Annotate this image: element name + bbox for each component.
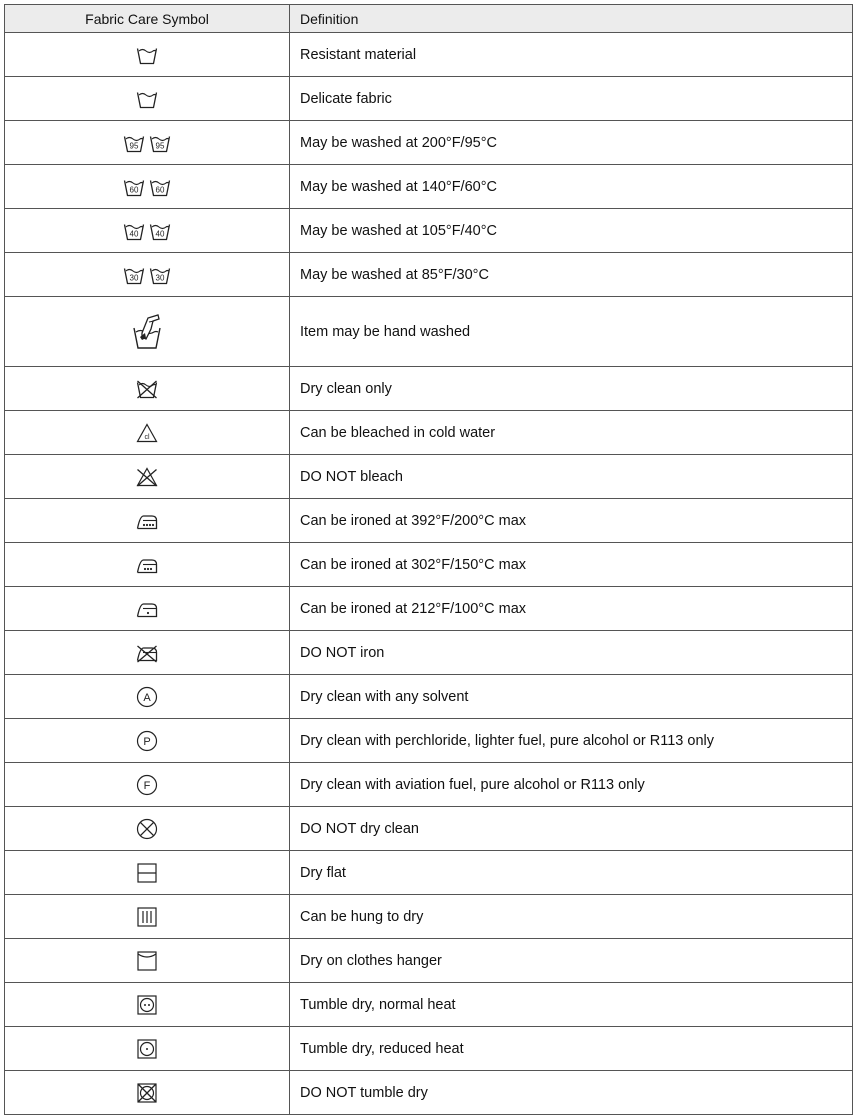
hand-wash-icon bbox=[131, 313, 163, 351]
definition-cell: Dry clean only bbox=[290, 367, 853, 411]
symbol-cell bbox=[5, 77, 290, 121]
definition-cell: Can be ironed at 392°F/200°C max bbox=[290, 499, 853, 543]
symbol-cell bbox=[5, 895, 290, 939]
wash-30-icon bbox=[149, 265, 171, 285]
care-symbol-table bbox=[4, 4, 853, 1115]
dry-clean-a-icon bbox=[136, 686, 158, 708]
bleach-cold-icon bbox=[136, 423, 158, 443]
symbol-cell bbox=[5, 33, 290, 77]
symbol-cell bbox=[5, 807, 290, 851]
definition-cell: Resistant material bbox=[290, 33, 853, 77]
symbol-cell bbox=[5, 939, 290, 983]
definition-cell: Dry on clothes hanger bbox=[290, 939, 853, 983]
wash-temp-label: 40 bbox=[129, 229, 139, 238]
table-row bbox=[5, 719, 853, 763]
tumble-dry-normal-icon bbox=[136, 994, 158, 1016]
symbol-cell bbox=[5, 675, 290, 719]
table-row bbox=[5, 77, 853, 121]
symbol-cell bbox=[5, 209, 290, 253]
header-definition: Definition bbox=[290, 5, 853, 33]
do-not-iron-icon bbox=[136, 643, 158, 663]
iron-medium-icon bbox=[136, 555, 158, 575]
definition-cell: DO NOT iron bbox=[290, 631, 853, 675]
wash-tub-icon bbox=[136, 45, 158, 65]
do-not-tumble-dry-icon bbox=[136, 1082, 158, 1104]
symbol-cell bbox=[5, 851, 290, 895]
definition-cell: Delicate fabric bbox=[290, 77, 853, 121]
table-row bbox=[5, 587, 853, 631]
definition-cell: Dry clean with any solvent bbox=[290, 675, 853, 719]
table-row bbox=[5, 543, 853, 587]
wash-temp-label: 95 bbox=[129, 141, 139, 150]
symbol-cell bbox=[5, 455, 290, 499]
wash-40-icon bbox=[149, 221, 171, 241]
definition-cell: May be washed at 105°F/40°C bbox=[290, 209, 853, 253]
do-not-bleach-icon bbox=[136, 467, 158, 487]
wash-temp-label: 60 bbox=[155, 185, 165, 194]
do-not-wash-icon bbox=[136, 379, 158, 399]
wash-95-icon bbox=[149, 133, 171, 153]
do-not-dry-clean-icon bbox=[136, 818, 158, 840]
table-row bbox=[5, 411, 853, 455]
wash-60-icon bbox=[123, 177, 145, 197]
symbol-cell bbox=[5, 587, 290, 631]
wash-tub-icon bbox=[136, 89, 158, 109]
table-row bbox=[5, 121, 853, 165]
line-dry-icon bbox=[136, 950, 158, 972]
header-row bbox=[5, 5, 853, 33]
symbol-cell bbox=[5, 983, 290, 1027]
symbol-cell bbox=[5, 297, 290, 367]
symbol-cell bbox=[5, 165, 290, 209]
definition-cell: Item may be hand washed bbox=[290, 297, 853, 367]
definition-cell: May be washed at 140°F/60°C bbox=[290, 165, 853, 209]
iron-low-icon bbox=[136, 599, 158, 619]
symbol-cell bbox=[5, 543, 290, 587]
definition-cell: Can be ironed at 212°F/100°C max bbox=[290, 587, 853, 631]
definition-cell: DO NOT dry clean bbox=[290, 807, 853, 851]
wash-temp-label: 40 bbox=[155, 229, 165, 238]
table-row bbox=[5, 631, 853, 675]
dry-clean-label: A bbox=[143, 691, 151, 704]
symbol-cell bbox=[5, 121, 290, 165]
dry-clean-f-icon bbox=[136, 774, 158, 796]
table-row bbox=[5, 807, 853, 851]
wash-temp-label: 60 bbox=[129, 185, 139, 194]
definition-cell: Can be ironed at 302°F/150°C max bbox=[290, 543, 853, 587]
wash-temp-label: 95 bbox=[155, 141, 165, 150]
definition-cell: Can be bleached in cold water bbox=[290, 411, 853, 455]
wash-temp-label: 30 bbox=[155, 273, 165, 282]
table-row bbox=[5, 939, 853, 983]
symbol-cell bbox=[5, 631, 290, 675]
symbol-cell bbox=[5, 499, 290, 543]
table-row bbox=[5, 367, 853, 411]
table-row bbox=[5, 297, 853, 367]
symbol-cell bbox=[5, 1027, 290, 1071]
drip-dry-icon bbox=[136, 906, 158, 928]
wash-40-icon bbox=[123, 221, 145, 241]
symbol-cell bbox=[5, 719, 290, 763]
dry-clean-label: F bbox=[143, 779, 151, 792]
definition-cell: Can be hung to dry bbox=[290, 895, 853, 939]
table-row bbox=[5, 1071, 853, 1115]
table-row bbox=[5, 455, 853, 499]
definition-cell: Dry flat bbox=[290, 851, 853, 895]
table-row bbox=[5, 33, 853, 77]
definition-cell: Tumble dry, normal heat bbox=[290, 983, 853, 1027]
definition-cell: DO NOT tumble dry bbox=[290, 1071, 853, 1115]
dry-clean-p-icon bbox=[136, 730, 158, 752]
definition-cell: DO NOT bleach bbox=[290, 455, 853, 499]
wash-temp-label: 30 bbox=[129, 273, 139, 282]
definition-cell: May be washed at 85°F/30°C bbox=[290, 253, 853, 297]
table-row bbox=[5, 253, 853, 297]
symbol-cell bbox=[5, 1071, 290, 1115]
symbol-cell bbox=[5, 411, 290, 455]
table-row bbox=[5, 209, 853, 253]
dry-clean-label: P bbox=[143, 735, 151, 748]
tumble-dry-low-icon bbox=[136, 1038, 158, 1060]
definition-cell: May be washed at 200°F/95°C bbox=[290, 121, 853, 165]
symbol-cell bbox=[5, 253, 290, 297]
table-row bbox=[5, 499, 853, 543]
definition-cell: Dry clean with perchloride, lighter fuel, pure alcohol or R113 only bbox=[290, 719, 853, 763]
wash-95-icon bbox=[123, 133, 145, 153]
bleach-label: cl bbox=[144, 433, 150, 441]
symbol-cell bbox=[5, 763, 290, 807]
table-row bbox=[5, 763, 853, 807]
table-row bbox=[5, 675, 853, 719]
table-row bbox=[5, 165, 853, 209]
iron-high-icon bbox=[136, 511, 158, 531]
dry-flat-icon bbox=[136, 862, 158, 884]
table-row bbox=[5, 1027, 853, 1071]
wash-30-icon bbox=[123, 265, 145, 285]
table-row bbox=[5, 895, 853, 939]
table-row bbox=[5, 851, 853, 895]
symbol-cell bbox=[5, 367, 290, 411]
definition-cell: Dry clean with aviation fuel, pure alcohol or R113 only bbox=[290, 763, 853, 807]
table-row bbox=[5, 983, 853, 1027]
header-symbol: Fabric Care Symbol bbox=[5, 5, 290, 33]
wash-60-icon bbox=[149, 177, 171, 197]
definition-cell: Tumble dry, reduced heat bbox=[290, 1027, 853, 1071]
